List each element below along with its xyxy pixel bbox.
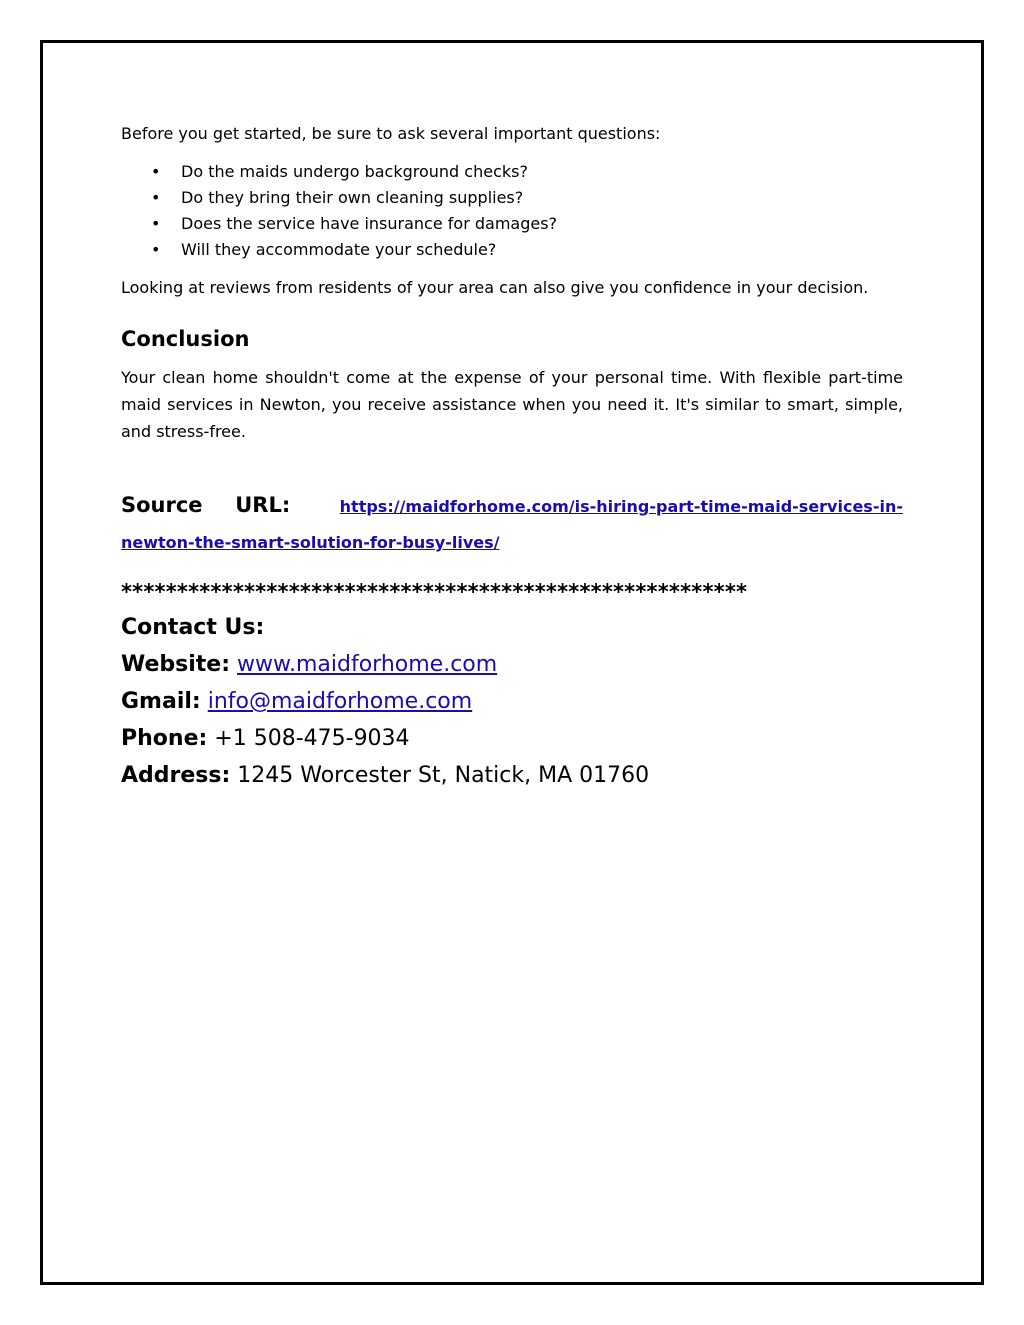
address-line	[121, 757, 903, 794]
conclusion-paragraph: Your clean home shouldn't come at the expense of your personal time. With flexible part-time maid services in Newton, you receive assistance when you need it. It's similar to smart, simple, and stress-free.	[121, 368, 903, 441]
question-text: Will they accommodate your schedule?	[181, 240, 497, 259]
question-text: Does the service have insurance for damages?	[181, 214, 558, 233]
address-value: 1245 Worcester St, Natick, MA 01760	[237, 763, 650, 788]
bullet-icon: •	[151, 214, 161, 233]
separator-stars: ********************************************************	[121, 580, 748, 604]
intro-paragraph: Before you get started, be sure to ask several important questions:	[121, 124, 661, 143]
source-url-line	[121, 487, 903, 561]
address-label: Address:	[121, 763, 231, 788]
list-item	[121, 237, 903, 263]
contact-heading	[121, 609, 903, 646]
reviews-paragraph: Looking at reviews from residents of your area can also give you confidence in your decision.	[121, 278, 869, 297]
questions-list	[121, 159, 903, 263]
conclusion-heading: Conclusion	[121, 327, 250, 351]
bullet-icon: •	[151, 162, 161, 181]
phone-line	[121, 720, 903, 757]
contact-heading-text: Contact Us:	[121, 615, 265, 640]
website-label: Website:	[121, 652, 231, 677]
source-url-link[interactable]: https://maidforhome.com/is-hiring-part-time-maid-services-in-newton-the-smart-solution-for-busy-lives/	[121, 497, 903, 552]
phone-value: +1 508-475-9034	[214, 726, 410, 751]
bullet-icon: •	[151, 240, 161, 259]
bullet-icon: •	[151, 188, 161, 207]
document-body	[121, 120, 903, 794]
list-item	[121, 211, 903, 237]
list-item	[121, 159, 903, 185]
gmail-label: Gmail:	[121, 689, 201, 714]
gmail-line	[121, 683, 903, 720]
website-line	[121, 646, 903, 683]
question-text: Do they bring their own cleaning supplies?	[181, 188, 524, 207]
website-link[interactable]: www.maidforhome.com	[237, 652, 498, 677]
phone-label: Phone:	[121, 726, 208, 751]
source-url-label: Source URL:	[121, 493, 291, 517]
question-text: Do the maids undergo background checks?	[181, 162, 528, 181]
list-item	[121, 185, 903, 211]
gmail-link[interactable]: info@maidforhome.com	[207, 689, 473, 714]
